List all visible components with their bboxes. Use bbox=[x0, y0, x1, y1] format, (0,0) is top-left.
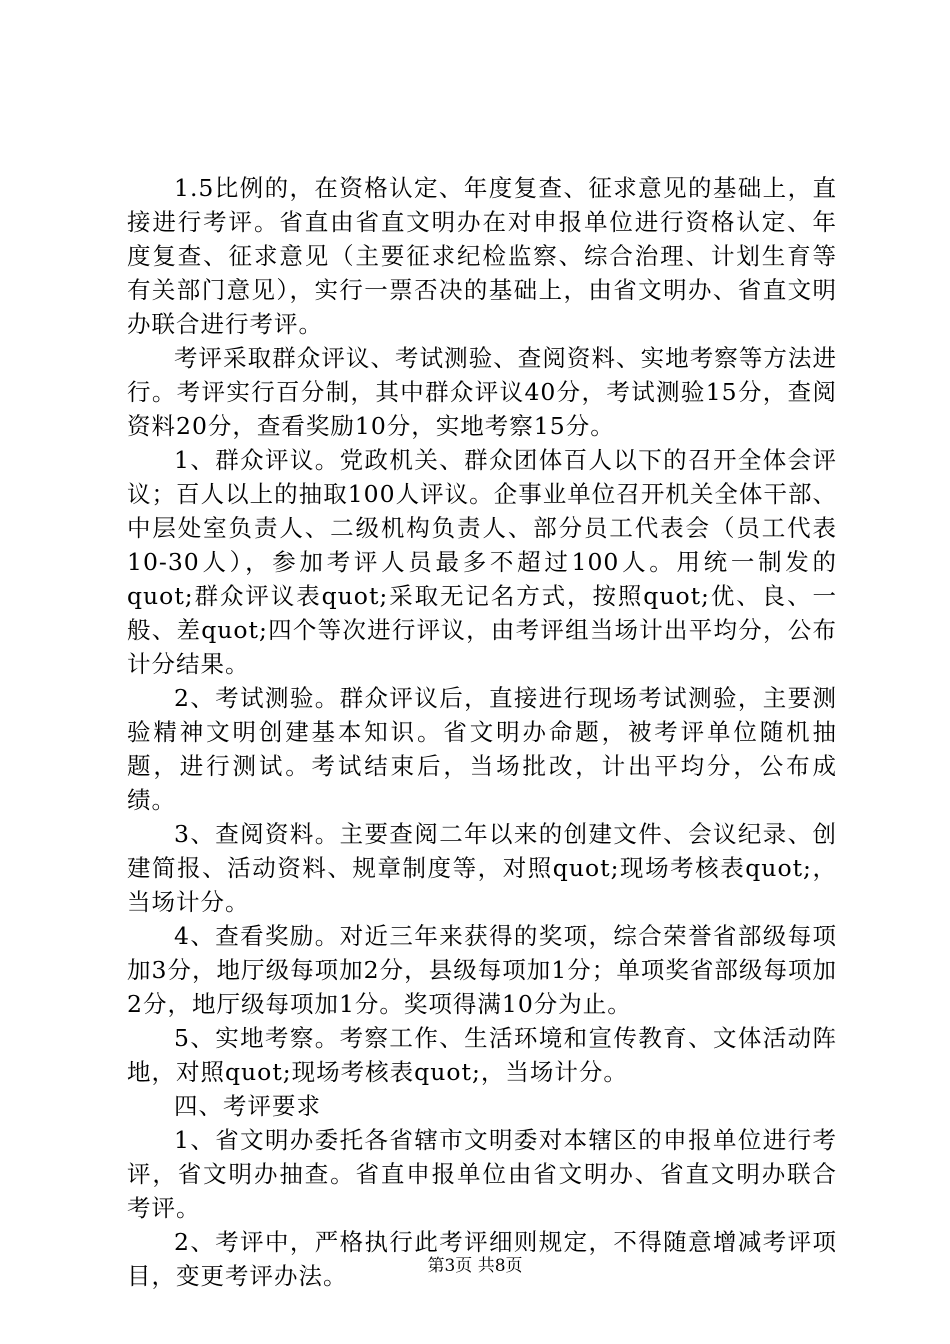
document-body bbox=[127, 171, 837, 1293]
section-heading: 四、考评要求 bbox=[174, 1092, 321, 1120]
paragraph-8: 1、省文明办委托各省辖市文明委对本辖区的申报单位进行考评，省文明办抽查。省直申报单位由省文明办、省直文明办联合考评。 bbox=[127, 1126, 837, 1222]
paragraph-7: 5、实地考察。考察工作、生活环境和宣传教育、文体活动阵地，对照quot;现场考核表quot;，当场计分。 bbox=[127, 1024, 837, 1086]
paragraph-2: 考评采取群众评议、考试测验、查阅资料、实地考察等方法进行。考评实行百分制，其中群众评议40分，考试测验15分，查阅资料20分，查看奖励10分，实地考察15分。 bbox=[127, 344, 837, 440]
paragraph-4: 2、考试测验。群众评议后，直接进行现场考试测验，主要测验精神文明创建基本知识。省文明办命题，被考评单位随机抽题，进行测试。考试结束后，当场批改，计出平均分，公布成绩。 bbox=[127, 684, 837, 814]
paragraph-6: 4、查看奖励。对近三年来获得的奖项，综合荣誉省部级每项加3分，地厅级每项加2分，县级每项加1分；单项奖省部级每项加2分，地厅级每项加1分。奖项得满10分为止。 bbox=[127, 922, 837, 1018]
page-footer: 第3页 共8页 bbox=[427, 1256, 523, 1276]
paragraph-3: 1、群众评议。党政机关、群众团体百人以下的召开全体会评议；百人以上的抽取100人评议。企事业单位召开机关全体干部、中层处室负责人、二级机构负责人、部分员工代表会（员工代表10-30人），参加考评人员最多不超过100人。用统一制发的quot;群众评议表quot;采取无记名方式，按照quot;优、良、一般、差quot;四个等次进行评议，由考评组当场计出平均分，公布计分结果。 bbox=[127, 446, 837, 678]
paragraph-5: 3、查阅资料。主要查阅二年以来的创建文件、会议纪录、创建简报、活动资料、规章制度等，对照quot;现场考核表quot;，当场计分。 bbox=[127, 820, 837, 916]
paragraph-9: 2、考评中，严格执行此考评细则规定，不得随意增减考评项目，变更考评办法。 bbox=[127, 1228, 837, 1290]
paragraph-1: 1.5比例的，在资格认定、年度复查、征求意见的基础上，直接进行考评。省直由省直文明办在对申报单位进行资格认定、年度复查、征求意见（主要征求纪检监察、综合治理、计划生育等有关部门意见），实行一票否决的基础上，由省文明办、省直文明办联合进行考评。 bbox=[127, 174, 837, 338]
